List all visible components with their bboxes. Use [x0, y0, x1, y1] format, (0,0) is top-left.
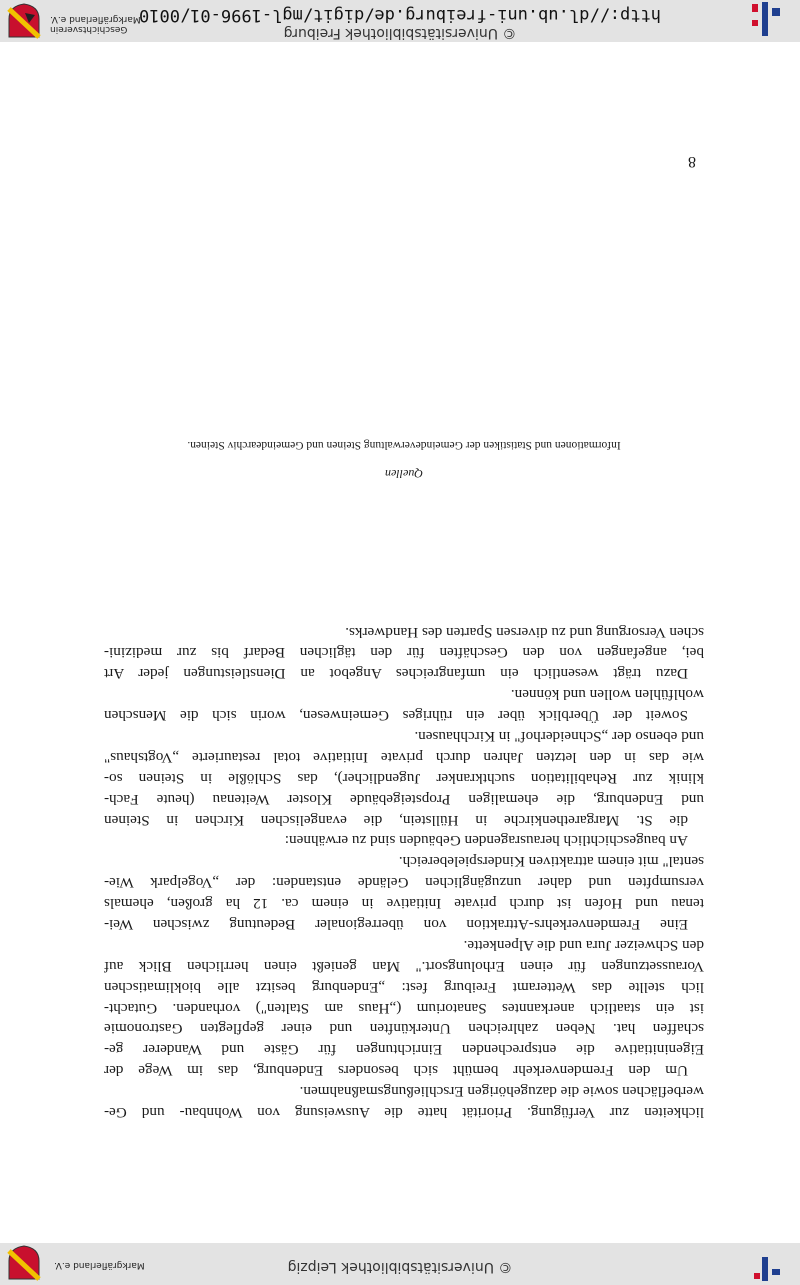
header-strip	[0, 0, 800, 42]
body-line: schaffen hat. Neben zahlreichen Unterkünften und einer gepflegten Gastronomie	[104, 1020, 704, 1038]
body-line: ist ein staatlich anerkanntes Sanatorium („Haus am Stalten") vorhanden. Gutacht-	[104, 999, 704, 1017]
sources-text: Informationen und Statistiken der Gemeindeverwaltung Steinen und Gemeindearchiv Steinen.	[187, 439, 621, 451]
body-line: klinik zur Rehabilitation suchtkranker Jugendlicher), das Schlößle in Steinen so-	[104, 769, 704, 787]
body-line: Dazu trägt wesentlich ein umfangreiches Angebot an Dienstleistungen jeder Art	[104, 665, 688, 683]
body-line: wie das in den letzten Jahren durch private Initiative total restaurierte „Vogtshaus"	[104, 748, 704, 766]
crest-icon	[7, 3, 41, 39]
body-line: werbeflächen sowie die dazugehörigen Erschließungsmaßnahmen.	[299, 1083, 704, 1101]
header-society	[50, 14, 141, 34]
body-line: lich stellte das Wetteramt Freiburg fest: „Endenburg besitzt alle bioklimatischen	[104, 978, 704, 996]
body-line: Eigeninitiative die entsprechenden Einrichtungen für Gäste und Wanderer ge-	[104, 1041, 704, 1059]
body-line: Soweit der Überblick über ein rühriges Gemeinwesen, worin sich die Menschen	[104, 707, 688, 725]
body-line: die St. Margarethenkirche in Hüllstein, die evangelischen Kirchen in Steinen	[104, 811, 688, 829]
body-line: bei, angefangen von den Geschäften für den täglichen Bedarf bis zur medizini-	[104, 644, 704, 662]
body-text	[104, 621, 704, 1122]
body-line: An baugeschichtlich herausragenden Gebäuden sind zu erwähnen:	[284, 832, 688, 850]
library-logo-icon	[746, 1241, 780, 1281]
document-url[interactable]: http://dl.ub.uni-freiburg.de/digit/mgl-1996-01/0010	[139, 5, 661, 25]
page-number: 8	[688, 153, 696, 170]
body-line: Eine Fremdenverkehrs-Attraktion von überregionaler Bedeutung zwischen Wei-	[104, 915, 688, 933]
footer-strip	[0, 1243, 800, 1285]
society-name: Geschichtsverein	[50, 24, 128, 34]
body-line: versumpften und daher unzugänglichen Gelände entstanden: der „Vogelpark Wie-	[104, 874, 704, 892]
library-logo-icon	[746, 0, 780, 40]
body-line: wohlfühlen wollen und können.	[510, 686, 704, 704]
body-line: schen Versorgung und zu diversen Sparten des Handwerks.	[345, 623, 704, 641]
footer-society: Markgräflerland e.V.	[54, 1260, 145, 1270]
body-line: lichkeiten zur Verfügung. Priorität hatte die Ausweisung von Wohnbau- und Ge-	[104, 1104, 704, 1121]
body-line: sental" mit einem attraktiven Kinderspielebereich.	[398, 853, 704, 871]
body-line: den Schweizer Jura und die Alpenkette.	[463, 936, 704, 954]
body-line: tenau und Hofen ist durch private Initiative in einem ca. 12 ha großen, ehemals	[104, 895, 704, 913]
society-region: Markgräflerland e.V.	[50, 14, 141, 24]
footer-copyright: © Universitätsbibliothek Leipzig	[287, 1259, 513, 1275]
body-line: Voraussetzungen für einen Erholungsort." Man genießt einen herrlichen Blick auf	[104, 957, 704, 975]
body-line: Um den Fremdenverkehr bemüht sich besonders Endenburg, das im Wege der	[104, 1062, 688, 1080]
crest-icon	[7, 1245, 41, 1281]
body-line: und ebenso der „Schneiderhof" in Kirchhausen.	[414, 727, 704, 745]
body-line: und Endenburg, die ehemaligen Propsteigebäude Kloster Weitenau (heute Fach-	[104, 790, 704, 808]
sources-heading: Quellen	[385, 467, 423, 481]
header-copyright: © Universitätsbibliothek Freiburg	[283, 25, 517, 41]
